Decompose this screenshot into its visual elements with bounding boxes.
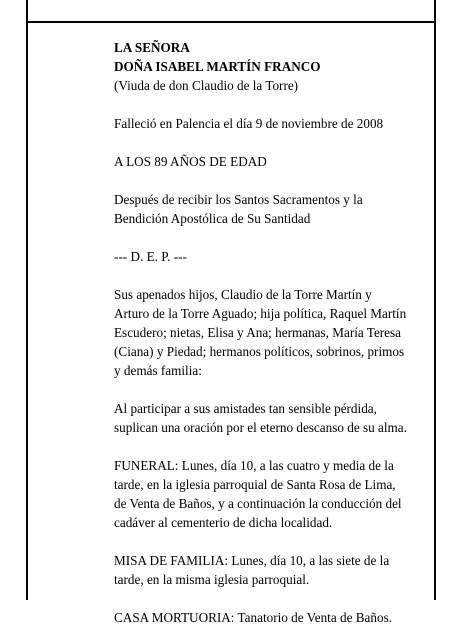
deceased-name: DOÑA ISABEL MARTÍN FRANCO xyxy=(114,59,321,74)
request-line-2: suplican una oración por el eterno descanso de su alma. xyxy=(114,420,407,435)
family-mass-line-1: MISA DE FAMILIA: Lunes, día 10, a las siete de la xyxy=(114,553,390,568)
sacraments-line-2: Bendición Apostólica de Su Santidad xyxy=(114,211,311,226)
age-line: A LOS 89 AÑOS DE EDAD xyxy=(114,154,267,169)
family-line-5: y demás familia: xyxy=(114,363,202,378)
rip-line: --- D. E. P. --- xyxy=(114,249,187,264)
family-line-1: Sus apenados hijos, Claudio de la Torre Martín y xyxy=(114,287,372,302)
widow-subtitle: (Viuda de don Claudio de la Torre) xyxy=(114,78,299,93)
funeral-home-line: CASA MORTUORIA: Tanatorio de Venta de Baños. xyxy=(114,610,393,625)
request-line-1: Al participar a sus amistades tan sensible pérdida, xyxy=(114,401,377,416)
frame-top-border xyxy=(26,21,436,23)
family-line-2: Arturo de la Torre Aguado; hija política, Raquel Martín xyxy=(114,306,407,321)
title-line-1: LA SEÑORA xyxy=(114,40,190,55)
funeral-line-3: de Venta de Baños, y a continuación la conducción del xyxy=(114,496,402,511)
funeral-line-2: tarde, en la iglesia parroquial de Santa Rosa de Lima, xyxy=(114,477,396,492)
sacraments-line-1: Después de recibir los Santos Sacramentos y la xyxy=(114,192,363,207)
family-mass-line-2: tarde, en la misma iglesia parroquial. xyxy=(114,572,310,587)
funeral-line-4: cadáver al cementerio de dicha localidad. xyxy=(114,515,333,530)
family-line-4: (Ciana) y Piedad; hermanos políticos, sobrinos, primos xyxy=(114,344,405,359)
death-date-line: Falleció en Palencia el día 9 de noviembre de 2008 xyxy=(114,116,384,131)
funeral-line-1: FUNERAL: Lunes, día 10, a las cuatro y media de la xyxy=(114,458,394,473)
frame-right-border xyxy=(434,0,436,600)
family-line-3: Escudero; nietas, Elisa y Ana; hermanas, María Teresa xyxy=(114,325,402,340)
obituary-text xyxy=(114,38,414,627)
frame-left-border xyxy=(26,0,28,600)
